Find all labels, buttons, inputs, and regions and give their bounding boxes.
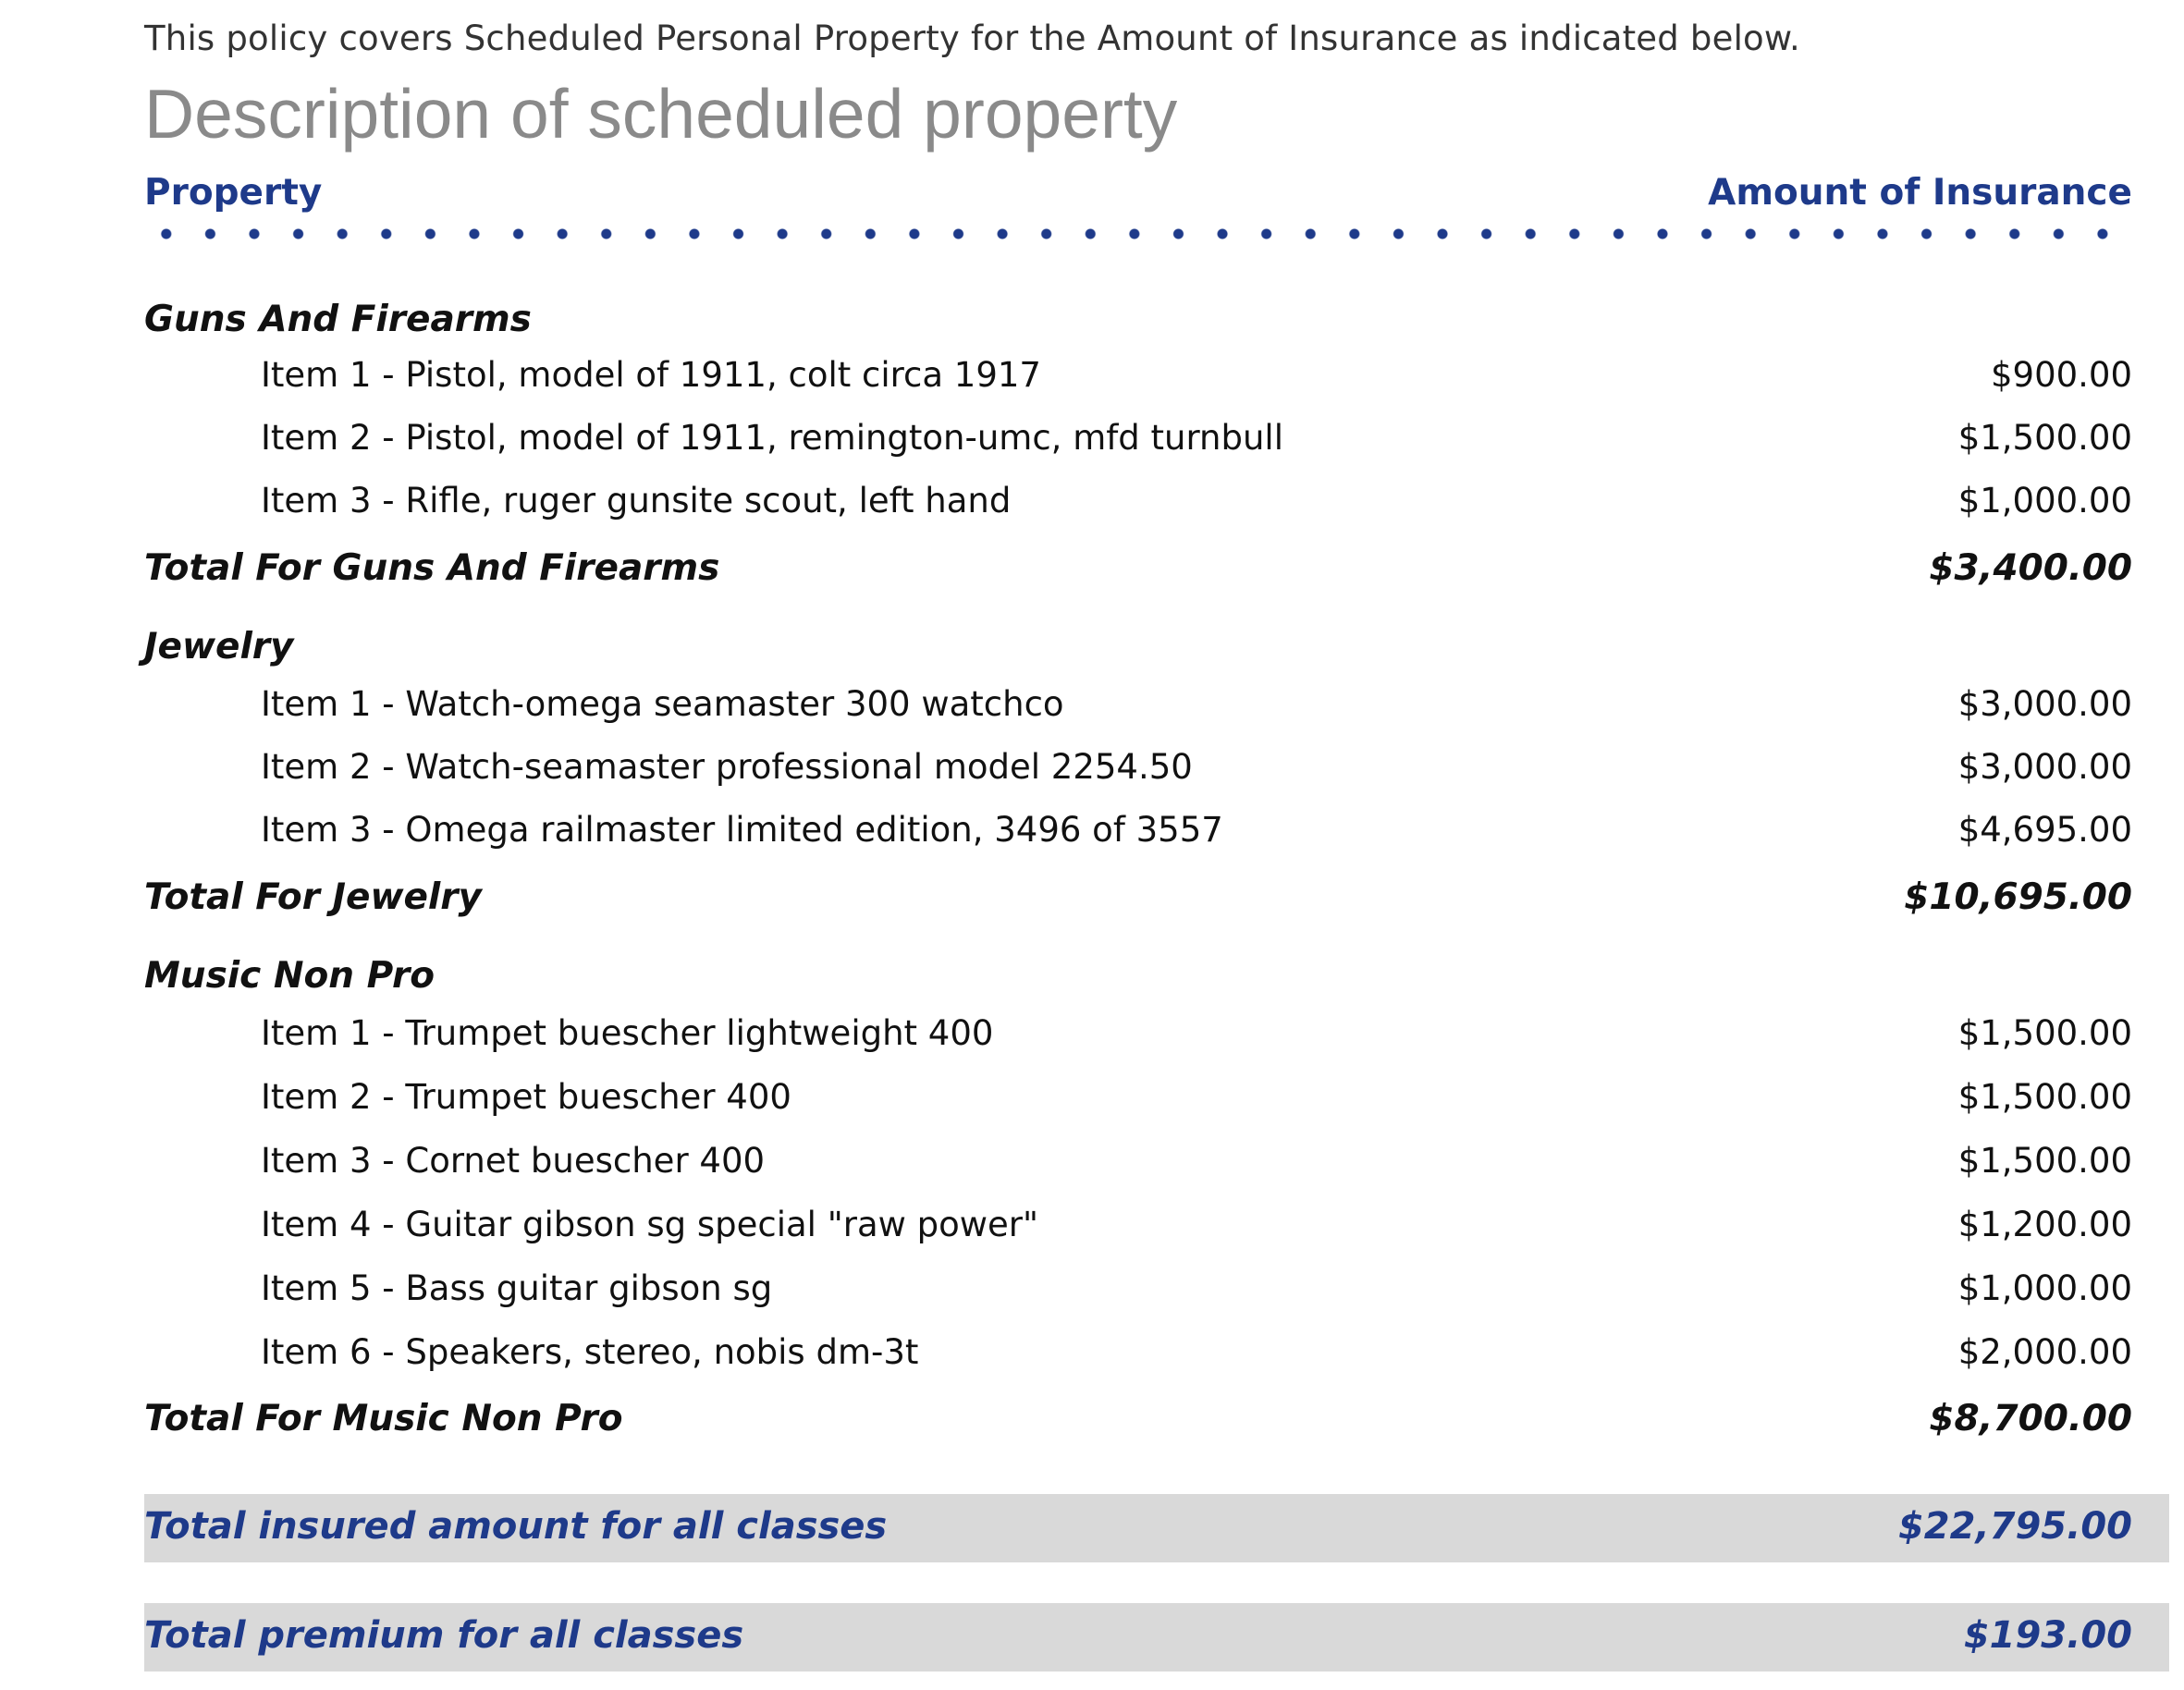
item-description: Item 3 - Rifle, ruger gunsite scout, left hand [261,481,1012,520]
class-total-music [144,1398,2132,1450]
item-description: Item 6 - Speakers, stereo, nobis dm-3t [261,1332,919,1372]
class-heading-music [144,955,2132,1007]
class-heading-guns [144,299,2132,350]
item-amount: $3,000.00 [1957,684,2132,724]
item-amount: $1,500.00 [1957,418,2132,458]
list-item [144,355,2132,407]
class-name: Music Non Pro [144,955,436,997]
list-item [144,1077,2132,1129]
policy-intro-text: This policy covers Scheduled Personal Property for the Amount of Insurance as indicated below. [144,18,1800,58]
list-item [144,1268,2132,1320]
item-description: Item 5 - Bass guitar gibson sg [261,1268,773,1308]
list-item [144,1141,2132,1193]
property-column-header: Property [144,172,323,214]
class-name: Jewelry [144,626,294,667]
list-item [144,418,2132,470]
item-amount: $1,200.00 [1957,1205,2132,1244]
item-amount: $1,500.00 [1957,1077,2132,1117]
class-total-label: Total For Jewelry [144,876,482,918]
item-amount: $1,000.00 [1957,1268,2132,1308]
item-amount: $2,000.00 [1957,1332,2132,1372]
list-item [144,1332,2132,1384]
list-item [144,747,2132,799]
item-description: Item 1 - Trumpet buescher lightweight 400 [261,1013,994,1053]
class-heading-jewelry [144,626,2132,678]
item-description: Item 3 - Omega railmaster limited edition, 3496 of 3557 [261,810,1223,850]
item-amount: $3,000.00 [1957,747,2132,787]
total-premium-band [144,1603,2169,1672]
item-description: Item 3 - Cornet buescher 400 [261,1141,766,1181]
item-amount: $1,500.00 [1957,1013,2132,1053]
list-item [144,1205,2132,1256]
class-total-label: Total For Music Non Pro [144,1398,623,1439]
item-amount: $1,000.00 [1957,481,2132,520]
total-premium-label: Total premium for all classes [144,1614,744,1657]
item-description: Item 4 - Guitar gibson sg special "raw power" [261,1205,1039,1244]
item-amount: $1,500.00 [1957,1141,2132,1181]
item-description: Item 2 - Pistol, model of 1911, remington-umc, mfd turnbull [261,418,1283,458]
total-insured-band [144,1494,2169,1562]
item-amount: $4,695.00 [1957,810,2132,850]
list-item [144,810,2132,862]
item-description: Item 1 - Watch-omega seamaster 300 watchco [261,684,1064,724]
item-description: Item 2 - Watch-seamaster professional model 2254.50 [261,747,1193,787]
item-amount: $900.00 [1990,355,2132,395]
section-heading: Description of scheduled property [144,75,1178,153]
class-total-amount: $3,400.00 [1929,547,2132,589]
total-premium-amount: $193.00 [1963,1614,2132,1657]
class-total-amount: $10,695.00 [1904,876,2132,918]
list-item [144,1013,2132,1065]
class-total-guns [144,547,2132,599]
class-total-jewelry [144,876,2132,928]
class-name: Guns And Firearms [144,299,532,340]
list-item [144,481,2132,533]
total-insured-amount: $22,795.00 [1897,1505,2132,1548]
amount-column-header: Amount of Insurance [1708,172,2132,214]
total-insured-label: Total insured amount for all classes [144,1505,888,1548]
dotted-divider [144,227,2132,240]
item-description: Item 1 - Pistol, model of 1911, colt circa 1917 [261,355,1041,395]
class-total-amount: $8,700.00 [1929,1398,2132,1439]
class-total-label: Total For Guns And Firearms [144,547,720,589]
list-item [144,684,2132,736]
item-description: Item 2 - Trumpet buescher 400 [261,1077,791,1117]
